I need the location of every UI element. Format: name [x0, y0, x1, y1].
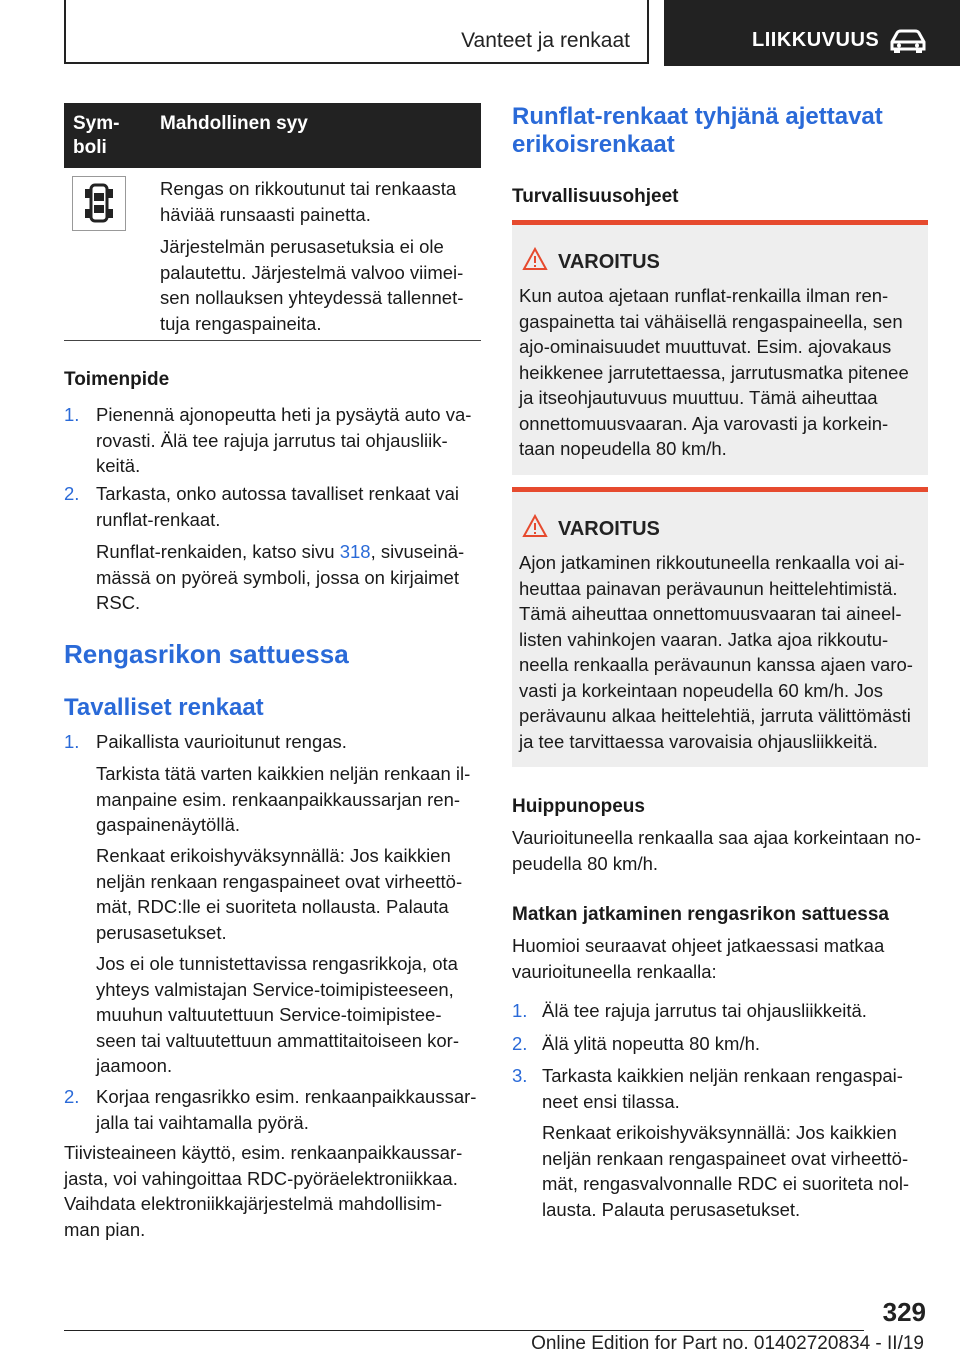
table-header [64, 103, 481, 168]
step-text: Korjaa rengasrikko esim. renkaanpaikkaussar- jalla tai vaihtamalla pyörä. [96, 1086, 477, 1133]
footer-edition: Online Edition for Part no. 01402720834 - II/19 [531, 1333, 924, 1354]
section-title: Vanteet ja renkaat [461, 29, 630, 52]
step-number: 1. [64, 404, 80, 425]
warning-triangle-icon [522, 247, 548, 271]
heading-runflat: Runflat-renkaat tyhjänä ajettavat erikoisrenkaat [512, 103, 883, 158]
subheading-turvallisuusohjeet: Turvallisuusohjeet [512, 186, 679, 207]
warning-triangle-icon [522, 514, 548, 538]
column-header-cause: Mahdollinen syy [160, 113, 308, 134]
step-note: Jos ei ole tunnistettavissa rengasrikkoja, ota yhteys valmistajan Service-toimipisteeseen, muuhun valtuutettuun Service-toimipistee- seen tai valtuutettuun ammattitaitoiseen kor- jaamoon. [96, 953, 459, 1076]
chapter-title: LIIKKUVUUS [752, 29, 880, 51]
step-note: Renkaat erikoishyväksynnällä: Jos kaikkien neljän renkaan rengaspaineet ovat virheettö- mät, RDC:lle ei suoriteta nollausta. Palauta perusasetukset. [96, 845, 463, 943]
subheading-matkan-jatkaminen: Matkan jatkaminen rengasrikon sattuessa [512, 904, 889, 925]
chapter-tab [664, 0, 960, 66]
step-number: 1. [512, 1000, 528, 1021]
step-note: Runflat-renkaiden, katso sivu 318, sivuseinä- mässä on pyöreä symboli, jossa on kirjaimet RSC. [96, 541, 465, 613]
car-icon [888, 28, 928, 54]
subheading-huippunopeus: Huippunopeus [512, 796, 645, 817]
paragraph: Vaurioituneella renkaalla saa ajaa korkeintaan no- peudella 80 km/h. [512, 827, 921, 874]
step-text: Älä tee rajuja jarrutus tai ohjausliikkeitä. [542, 1000, 867, 1021]
tire-pressure-car-icon [72, 176, 126, 231]
warning-box [512, 487, 928, 767]
warning-box [512, 220, 928, 475]
step-note: Renkaat erikoishyväksynnällä: Jos kaikkien neljän renkaan rengaspaineet ovat virheettö- mät, rengasvalvonnalle RDC ei suoriteta nol- lausta. Palauta perusasetukset. [542, 1122, 910, 1220]
step-text: Tarkasta, onko autossa tavalliset renkaat vai runflat-renkaat. [96, 483, 459, 530]
subheading-toimenpide: Toimenpide [64, 369, 170, 390]
cause-paragraph-2: Järjestelmän perusasetuksia ei ole palautettu. Järjestelmä valvoo viimei- sen nollauksen yhteydessä tallennet- tuja rengaspaineita. [160, 236, 464, 334]
step-text: Tarkasta kaikkien neljän renkaan rengaspai- neet ensi tilassa. [542, 1065, 903, 1112]
step-text: Pienennä ajonopeutta heti ja pysäytä auto va- rovasti. Älä tee rajuja jarrutus tai ohjausliik- keitä. [96, 404, 472, 476]
warning-title: VAROITUS [558, 251, 660, 273]
table-bottom-rule [64, 340, 481, 341]
heading-tavalliset-renkaat: Tavalliset renkaat [64, 694, 264, 721]
cause-paragraph-1: Rengas on rikkoutunut tai renkaasta häviää runsaasti painetta. [160, 178, 457, 225]
step-number: 3. [512, 1065, 528, 1086]
step-text: Älä ylitä nopeutta 80 km/h. [542, 1033, 761, 1054]
step-number: 2. [512, 1033, 528, 1054]
heading-rengasrikon-sattuessa: Rengasrikon sattuessa [64, 639, 349, 669]
column-header-symbol: Sym- boli [73, 113, 120, 158]
paragraph: Huomioi seuraavat ohjeet jatkaessasi matkaa vaurioituneella renkaalla: [512, 935, 885, 982]
warning-title: VAROITUS [558, 518, 660, 540]
warning-text: Kun autoa ajetaan runflat-renkailla ilman ren- gaspainetta tai vähäisellä rengaspaineella, sen ajo-ominaisuudet muuttuvat. Esim. ajovakaus heikkenee jarrutettaessa, jarrutusmatka pitenee ja itseohjautuvuus muuttuu. Tämä aiheuttaa onnettomuusvaaran. Aja varovasti ja korkein- taan nopeudella 80 km/h. [519, 285, 909, 459]
step-number: 1. [64, 731, 80, 752]
step-number: 2. [64, 1086, 80, 1107]
footer-rule [64, 1330, 864, 1331]
closing-paragraph: Tiivisteaineen käyttö, esim. renkaanpaikkaussar- jasta, voi vahingoittaa RDC-pyöräelektroniikkaa. Vaihdata elektroniikkajärjestelmä mahdollisim- man pian. [64, 1142, 463, 1240]
warning-text: Ajon jatkaminen rikkoutuneella renkaalla voi ai- heuttaa painavan perävaunun heittelehtimistä. Tämä aiheuttaa onnettomuusvaaran tai aineel- listen vahinkojen vaaran. Jatka ajoa rikkoutu- neella renkaalla perävaunun kanssa ajaen varo- vasti ja korkeintaan nopeudella 60 km/h. Jos perävaunu alkaa heittelehtiä, jarruta välittömästi ja tee tarvittaessa varovaisia ohjausliikkeitä. [519, 552, 913, 752]
step-note: Tarkista tätä varten kaikkien neljän renkaan il- manpaine esim. renkaanpaikkaussarjan ren- gaspainenäytöllä. [96, 763, 471, 835]
page-link[interactable]: 318 [339, 541, 371, 562]
step-text: Paikallista vaurioitunut rengas. [96, 731, 347, 752]
page-number: 329 [882, 1297, 926, 1327]
step-number: 2. [64, 483, 80, 504]
